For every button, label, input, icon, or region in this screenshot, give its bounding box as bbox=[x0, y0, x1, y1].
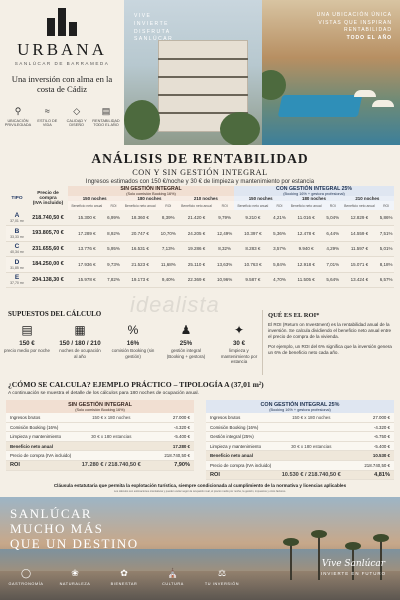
roi-cell: 5,36% bbox=[272, 226, 288, 242]
roi-cell: 5,95% bbox=[106, 241, 122, 257]
roi-cell: 5,64% bbox=[325, 272, 341, 288]
percent-icon: % bbox=[127, 323, 139, 337]
benefit-cell: 11.597 € bbox=[341, 241, 379, 257]
feature-row bbox=[4, 105, 120, 128]
assumptions-title: SUPUESTOS DEL CÁLCULO bbox=[8, 310, 102, 318]
footer-script-tag: INVIERTE EN FUTURO bbox=[321, 571, 386, 576]
roi-cell: 7,82% bbox=[106, 272, 122, 288]
example-amount: -6.750 € bbox=[373, 434, 390, 440]
benefit-cell: 9.940 € bbox=[287, 241, 325, 257]
table-row bbox=[6, 241, 394, 257]
roi-cell: 8,39% bbox=[159, 210, 178, 226]
example-row bbox=[6, 451, 194, 461]
col-roi-label: ROI bbox=[378, 201, 394, 210]
wave-icon: ≈ bbox=[44, 105, 50, 116]
price-cell: 231.655,60 € bbox=[28, 241, 68, 257]
nights-header: 150 noches bbox=[68, 196, 121, 201]
footer-banner bbox=[0, 497, 400, 600]
profitability-table bbox=[6, 186, 394, 288]
chart-icon: ▤ bbox=[101, 105, 111, 116]
footer-script: Vive Sanlúcar bbox=[321, 559, 386, 569]
feature-label: CALIDAD Y DISEÑO bbox=[66, 118, 87, 128]
roi-cell: 3,57% bbox=[272, 241, 288, 257]
benefit-cell: 22.369 € bbox=[178, 272, 216, 288]
example-label: Limpieza y mantenimiento bbox=[10, 434, 62, 440]
wellness-icon: ✿ bbox=[120, 568, 128, 578]
example-amount: -4.320 € bbox=[173, 424, 190, 430]
col-benef-label: Beneficio neto anual bbox=[121, 201, 159, 210]
diamond-icon: ◇ bbox=[73, 105, 81, 116]
roi-cell: 5,01% bbox=[378, 241, 394, 257]
example-amount: 7,90% bbox=[174, 461, 190, 468]
footer-signature bbox=[321, 559, 386, 576]
benefit-cell: 18.360 € bbox=[121, 210, 159, 226]
benefit-cell: 12.829 € bbox=[341, 210, 379, 226]
broom-icon: ✦ bbox=[233, 323, 245, 337]
culture-icon: ⛪ bbox=[167, 568, 179, 578]
pin-icon: ⚲ bbox=[14, 105, 22, 116]
footer-investment: ⚖ TU INVERSIÓN bbox=[202, 567, 242, 586]
benefit-cell: 12.918 € bbox=[287, 257, 325, 273]
roi-cell: 5,04% bbox=[325, 210, 341, 226]
roi-cell: 6,99% bbox=[106, 210, 122, 226]
roi-cell: 11,68% bbox=[159, 257, 178, 273]
example-mid bbox=[278, 423, 346, 432]
roi-cell: 6,44% bbox=[325, 226, 341, 242]
col-benef-label: Beneficio neto anual bbox=[68, 201, 106, 210]
benefit-cell: 12.478 € bbox=[287, 226, 325, 242]
roi-cell: 5,86% bbox=[378, 210, 394, 226]
nights-header: 210 noches bbox=[341, 196, 394, 201]
roi-cell: 13,63% bbox=[215, 257, 234, 273]
col-benef-label: Beneficio neto anual bbox=[287, 201, 325, 210]
example-row bbox=[206, 461, 394, 471]
example-row bbox=[206, 442, 394, 452]
example-row bbox=[206, 471, 394, 481]
hero-pool-image bbox=[262, 0, 400, 145]
example-amount: 27.000 € bbox=[172, 415, 190, 420]
assumption-cleaning: ✦ 30 € limpieza y mantenimiento por estancia bbox=[216, 322, 262, 365]
benefit-cell: 24.205 € bbox=[178, 226, 216, 242]
example-amount: 4,81% bbox=[374, 471, 390, 478]
watermark: idealista bbox=[130, 292, 220, 317]
col-roi-label: ROI bbox=[325, 201, 341, 210]
benefit-cell: 15.300 € bbox=[68, 210, 106, 226]
example-row bbox=[6, 442, 194, 452]
footer-nature: ❀ NATURALEZA bbox=[55, 567, 95, 586]
header-tipo: TIPO bbox=[11, 195, 23, 201]
brand-panel bbox=[0, 0, 124, 145]
table-row bbox=[6, 272, 394, 288]
example-row bbox=[206, 413, 394, 423]
example-label: ROI bbox=[210, 471, 220, 478]
type-cell: E 37,70 m² bbox=[6, 272, 28, 288]
example-label: Limpieza y mantenimiento bbox=[210, 443, 262, 449]
example-label: Precio de compra (IVA incluido) bbox=[210, 462, 272, 468]
example-mid: 150 € x 180 noches bbox=[292, 415, 331, 420]
feature-label: UBICACIÓN PRIVILEGIADA bbox=[4, 118, 32, 128]
header bbox=[0, 0, 400, 145]
nights-header: 180 noches bbox=[287, 196, 340, 201]
urbana-logo-icon bbox=[47, 8, 77, 36]
example-amount: 218.740,50 € bbox=[164, 453, 190, 459]
benefit-cell: 19.173 € bbox=[121, 272, 159, 288]
roi-cell: 9,40% bbox=[159, 272, 178, 288]
benefit-cell: 15.071 € bbox=[341, 257, 379, 273]
calendar-icon: ▦ bbox=[74, 323, 86, 337]
roi-cell: 8,18% bbox=[378, 257, 394, 273]
footer-icons bbox=[6, 567, 242, 586]
roi-explanation bbox=[268, 312, 394, 356]
example-row bbox=[6, 432, 194, 442]
example-row bbox=[6, 461, 194, 471]
example-amount: 218.740,50 € bbox=[364, 462, 390, 468]
benefit-cell: 20.747 € bbox=[121, 226, 159, 242]
nights-header: 210 noches bbox=[178, 196, 234, 201]
price-cell: 218.740,50 € bbox=[28, 210, 68, 226]
roi-cell: 10,70% bbox=[159, 226, 178, 242]
roi-cell: 12,49% bbox=[215, 226, 234, 242]
type-cell: B 33,33 m² bbox=[6, 226, 28, 242]
col-benef-label: Beneficio neto anual bbox=[341, 201, 379, 210]
roi-cell: 8,92% bbox=[106, 226, 122, 242]
example-amount: -5.400 € bbox=[173, 434, 190, 440]
roi-cell: 4,70% bbox=[272, 272, 288, 288]
roi-cell: 8,32% bbox=[215, 241, 234, 257]
footer-title: SANLÚCAR MUCHO MÁS QUE UN DESTINO bbox=[10, 506, 139, 551]
feature-lifestyle bbox=[33, 105, 61, 128]
col-roi-label: ROI bbox=[159, 201, 178, 210]
example-mid: 150 € x 180 noches bbox=[92, 415, 131, 420]
example-label: Precio de compra (IVA incluido) bbox=[10, 453, 72, 459]
roi-paragraph: El ROI (Return on Investment) es la rentabilidad anual de la inversión. Se calcula dividiendo el beneficio neto anual entre el precio de compra de la vivienda. bbox=[268, 322, 392, 340]
example-mid bbox=[78, 451, 146, 460]
footer-wellness: ✿ BIENESTAR bbox=[104, 567, 144, 586]
example-description: A continuación se muestra el detalle de los cálculos para 180 noches de ocupación anual. bbox=[8, 391, 199, 396]
col-benef-label: Beneficio neto anual bbox=[234, 201, 272, 210]
col-roi-label: ROI bbox=[272, 201, 288, 210]
table-row bbox=[6, 257, 394, 273]
price-cell: 184.250,00 € bbox=[28, 257, 68, 273]
benefit-cell: 13.424 € bbox=[341, 272, 379, 288]
feature-quality bbox=[63, 105, 91, 128]
benefit-cell: 21.420 € bbox=[178, 210, 216, 226]
feature-label: ESTILO DE VIDA bbox=[37, 118, 58, 128]
header-sin-gestion: SIN GESTIÓN INTEGRAL (Solo comisión Booking 16%) bbox=[68, 186, 234, 196]
example-label: Ingresos brutos bbox=[10, 415, 41, 420]
brand-name: URBANA bbox=[17, 40, 107, 59]
example-label: Gestión integral (25%) bbox=[210, 434, 254, 440]
roi-paragraph: Por ejemplo, un ROI del 6% significa que la inversión genera un 6% de beneficio neto cada año. bbox=[268, 343, 392, 355]
header-con-gestion: CON GESTIÓN INTEGRAL 25% (Booking 16% + gestora profesional) bbox=[234, 186, 394, 196]
example-amount: -4.320 € bbox=[373, 424, 390, 430]
example-mid: 17.280 € / 218.740,50 € bbox=[81, 461, 141, 468]
price-cell: 193.805,70 € bbox=[28, 226, 68, 242]
page-subtitle: CON Y SIN GESTIÓN INTEGRAL bbox=[132, 168, 268, 177]
example-amount: 17.280 € bbox=[172, 443, 190, 449]
brand-subtitle: SANLÚCAR DE BARRAMEDA bbox=[14, 61, 110, 66]
example-label: Ingresos brutos bbox=[210, 415, 241, 420]
assumption-booking: % 16% comisión Booking (sin gestión) bbox=[111, 323, 155, 359]
assumption-management: ♟ 25% gestión integral (Booking + gestora) bbox=[163, 322, 209, 365]
roi-cell: 7,13% bbox=[159, 241, 178, 257]
table-row bbox=[6, 226, 394, 242]
roi-cell: 5,84% bbox=[272, 257, 288, 273]
nights-header: 150 noches bbox=[234, 196, 287, 201]
benefit-cell: 9.210 € bbox=[234, 210, 272, 226]
roi-cell: 6,57% bbox=[378, 272, 394, 288]
assumptions-row bbox=[4, 322, 262, 365]
benefit-cell: 17.936 € bbox=[68, 257, 106, 273]
example-con-gestion bbox=[206, 400, 394, 480]
example-amount: 27.000 € bbox=[372, 415, 390, 420]
roi-cell: 4,21% bbox=[272, 210, 288, 226]
example-amount: -5.400 € bbox=[373, 443, 390, 449]
footer-gastronomy: ◯ GASTRONOMÍA bbox=[6, 567, 46, 586]
fine-print: Los cálculos son estimaciones orientativas y pueden variar según la ocupación real, el precio medio por noche, la gestión, impuestos y otros factores. bbox=[113, 490, 286, 493]
roi-cell: 4,29% bbox=[325, 241, 341, 257]
benefit-cell: 9.587 € bbox=[234, 272, 272, 288]
bed-icon: ▤ bbox=[21, 323, 33, 337]
example-sin-gestion bbox=[6, 400, 194, 471]
type-cell: D 31,85 m² bbox=[6, 257, 28, 273]
type-cell: C 40,34 m² bbox=[6, 241, 28, 257]
nature-icon: ❀ bbox=[71, 568, 79, 578]
example-sin-header: SIN GESTIÓN INTEGRAL (Solo comisión Booking 16%) bbox=[6, 400, 194, 413]
footer-culture: ⛪ CULTURA bbox=[153, 567, 193, 586]
example-mid bbox=[278, 451, 346, 460]
roi-title: QUÉ ES EL ROI* bbox=[268, 312, 320, 319]
page-title: ANÁLISIS DE RENTABILIDAD bbox=[91, 151, 309, 166]
example-label: Beneficio neto anual bbox=[210, 453, 253, 459]
example-mid: 30 € x 180 estancias bbox=[291, 443, 332, 449]
example-row bbox=[6, 423, 194, 433]
feature-location bbox=[4, 105, 32, 128]
feature-label: RENTABILIDAD TODO EL AÑO bbox=[92, 118, 120, 128]
col-benef-label: Beneficio neto anual bbox=[178, 201, 216, 210]
example-row bbox=[6, 413, 194, 423]
hero-building-image bbox=[124, 0, 262, 145]
price-cell: 204.138,30 € bbox=[28, 272, 68, 288]
benefit-cell: 16.531 € bbox=[121, 241, 159, 257]
gastronomy-icon: ◯ bbox=[20, 568, 32, 578]
example-row bbox=[206, 451, 394, 461]
example-row bbox=[206, 432, 394, 442]
example-mid bbox=[278, 461, 346, 470]
legal-clause: Cláusula estatutaria que permita la explotación turística, siempre condicionada al cumplimiento de la normativa y licencias aplicables bbox=[53, 483, 347, 488]
example-label: Comisión Booking (16%) bbox=[10, 424, 59, 430]
example-mid bbox=[78, 442, 146, 451]
page-description: Ingresos estimados con 150 €/noche y 30 € de limpieza y mantenimiento por estancia bbox=[85, 179, 315, 185]
roi-cell: 9,79% bbox=[215, 210, 234, 226]
table-row bbox=[6, 210, 394, 226]
example-mid bbox=[278, 432, 346, 441]
brand-tagline: Una inversión con alma en la costa de Cádiz bbox=[11, 74, 113, 95]
example-mid: 30 € x 180 estancias bbox=[91, 434, 132, 440]
hero-right-text: UNA UBICACIÓN ÚNICA VISTAS QUE INSPIRAN RENTABILIDAD TODO EL AÑO bbox=[316, 12, 392, 41]
roi-cell: 10,96% bbox=[215, 272, 234, 288]
example-amount: 10.530 € bbox=[372, 453, 390, 459]
roi-cell: 9,73% bbox=[106, 257, 122, 273]
roi-cell: 7,51% bbox=[378, 226, 394, 242]
example-con-header: CON GESTIÓN INTEGRAL 25% (Booking 16% + gestora profesional) bbox=[206, 400, 394, 413]
assumption-nights: ▦ 150 / 180 / 210 noches de ocupación al año bbox=[57, 322, 103, 365]
feature-profitability bbox=[92, 105, 120, 128]
example-mid: 10.530 € / 218.740,50 € bbox=[281, 471, 341, 478]
col-roi-label: ROI bbox=[106, 201, 122, 210]
benefit-cell: 17.289 € bbox=[68, 226, 106, 242]
header-precio: Precio de compra (IVA incluido) bbox=[32, 190, 64, 206]
people-percent-icon: ♟ bbox=[180, 323, 192, 337]
benefit-cell: 11.016 € bbox=[287, 210, 325, 226]
benefit-cell: 13.776 € bbox=[68, 241, 106, 257]
benefit-cell: 15.978 € bbox=[68, 272, 106, 288]
example-title: ¿CÓMO SE CALCULA? EJEMPLO PRÁCTICO – TIPOLOGÍA A (37,01 m²) bbox=[8, 380, 264, 389]
assumption-price: ▤ 150 € precio medio por noche bbox=[4, 323, 50, 353]
investment-icon: ⚖ bbox=[217, 568, 227, 578]
example-mid bbox=[78, 423, 146, 432]
benefit-cell: 14.559 € bbox=[341, 226, 379, 242]
example-label: ROI bbox=[10, 461, 20, 468]
hero-left-text: VIVE INVIERTE DISFRUTA SANLÚCAR bbox=[134, 13, 174, 43]
example-label: Comisión Booking (16%) bbox=[210, 424, 259, 430]
benefit-cell: 19.286 € bbox=[178, 241, 216, 257]
divider bbox=[262, 310, 263, 375]
type-cell: A 37,01 m² bbox=[6, 210, 28, 226]
benefit-cell: 10.397 € bbox=[234, 226, 272, 242]
benefit-cell: 25.110 € bbox=[178, 257, 216, 273]
benefit-cell: 11.505 € bbox=[287, 272, 325, 288]
nights-header: 180 noches bbox=[121, 196, 177, 201]
example-label: Beneficio neto anual bbox=[10, 443, 53, 449]
benefit-cell: 10.763 € bbox=[234, 257, 272, 273]
benefit-cell: 21.523 € bbox=[121, 257, 159, 273]
example-row bbox=[206, 423, 394, 433]
col-roi-label: ROI bbox=[215, 201, 234, 210]
title-block bbox=[0, 145, 400, 185]
roi-cell: 7,01% bbox=[325, 257, 341, 273]
benefit-cell: 8.283 € bbox=[234, 241, 272, 257]
